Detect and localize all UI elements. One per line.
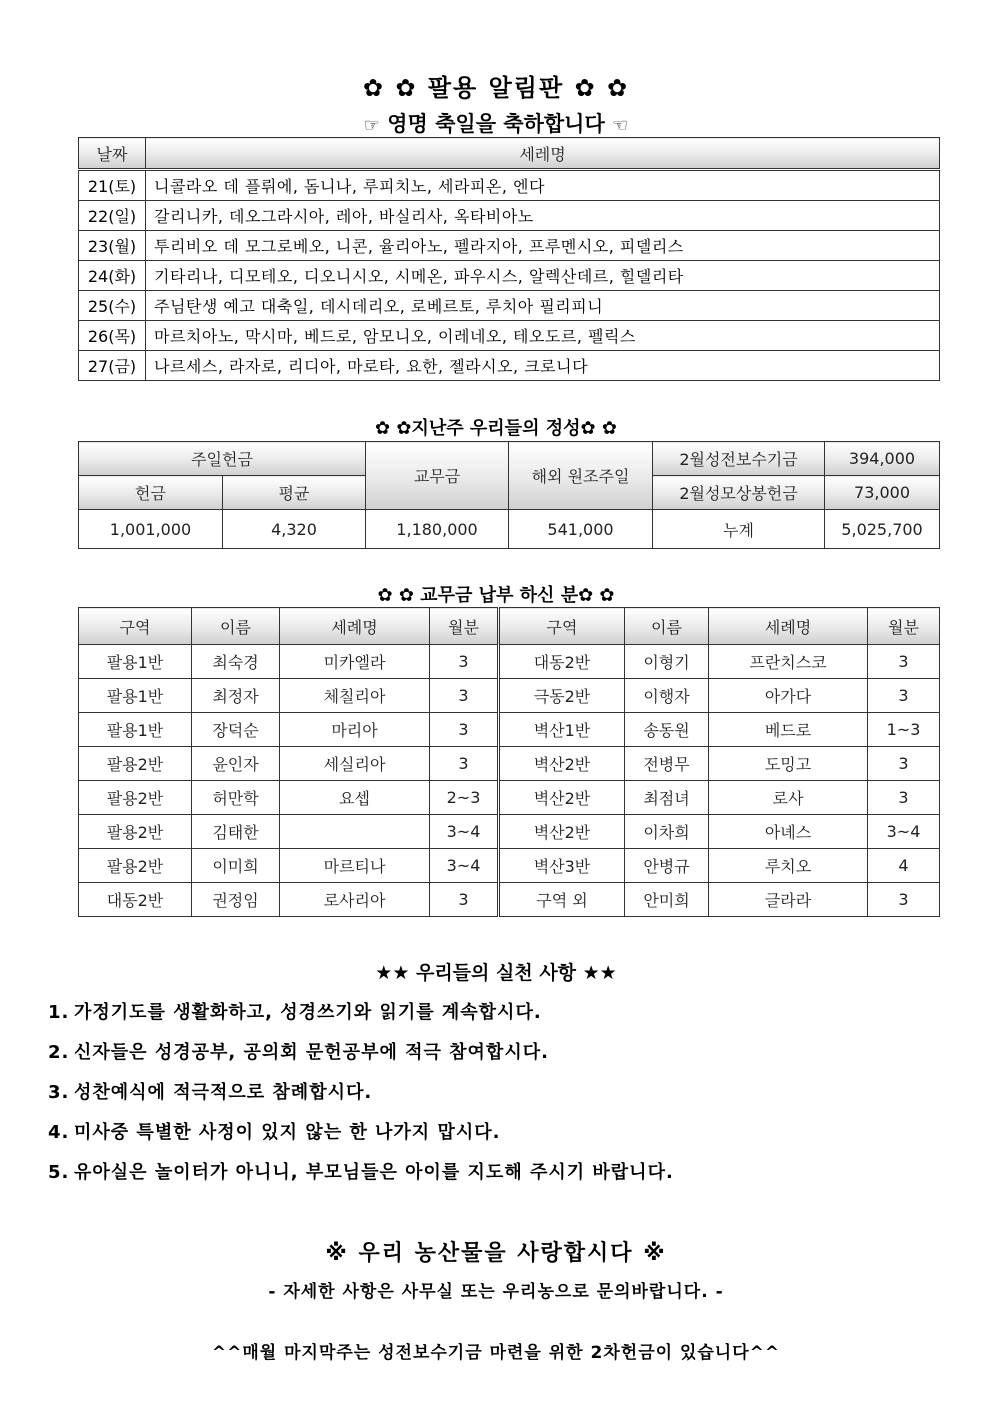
practice-number: 1.	[48, 1002, 70, 1023]
total-value: 5,025,700	[825, 510, 940, 549]
feast-date: 26(목)	[79, 321, 146, 351]
dues-cell-district: 벽산3반	[499, 849, 625, 883]
feast-header-names: 세레명	[146, 138, 940, 170]
pointing-right-hand-icon: ☞	[363, 114, 380, 136]
dues-cell-baptismal-name: 아가다	[709, 679, 868, 713]
practice-number: 4.	[48, 1122, 70, 1143]
table-row	[79, 747, 940, 781]
table-row	[79, 351, 940, 381]
dues-cell-name: 이행자	[625, 679, 709, 713]
mary-offering-label: 2월성모상봉헌금	[653, 476, 825, 510]
dues-cell-district: 팔용1반	[79, 713, 192, 747]
dues-header-baptismal: 세례명	[280, 608, 430, 645]
dues-cell-name: 권정임	[192, 883, 280, 917]
footer-inquiry: - 자세한 사항은 사무실 또는 우리농으로 문의바랍니다. -	[268, 1282, 724, 1302]
practice-number: 5.	[48, 1162, 70, 1183]
dues-cell-month: 3~4	[430, 815, 499, 849]
dues-cell-district: 벽산2반	[499, 781, 625, 815]
dues-cell-name: 허만학	[192, 781, 280, 815]
dues-cell-name: 최정자	[192, 679, 280, 713]
dues-cell-month: 3	[430, 883, 499, 917]
dues-cell-baptismal-name: 마리아	[280, 713, 430, 747]
dues-cell-district: 벽산2반	[499, 815, 625, 849]
feast-date: 27(금)	[79, 351, 146, 381]
footer-notice: ^^매월 마지막주는 성전보수기금 마련을 위한 2차헌금이 있습니다^^	[211, 1343, 781, 1363]
dues-cell-district: 팔용1반	[79, 645, 192, 679]
dues-cell-name: 송동원	[625, 713, 709, 747]
dues-cell-month: 3	[430, 645, 499, 679]
feast-names: 기타리나, 디모테오, 디오니시오, 시메온, 파우시스, 알렉산데르, 힐델리타	[146, 261, 940, 291]
page-title: ✿ ✿ 팔용 알림판 ✿ ✿	[362, 74, 630, 102]
dues-cell-baptismal-name: 세실리아	[280, 747, 430, 781]
dues-cell-district: 팔용2반	[79, 781, 192, 815]
dues-cell-baptismal-name: 체칠리아	[280, 679, 430, 713]
offering-section-title: ✿ ✿지난주 우리들의 정성✿ ✿	[375, 418, 617, 439]
dues-cell-baptismal-name: 로사리아	[280, 883, 430, 917]
practice-item	[48, 1158, 674, 1184]
dues-label: 교무금	[366, 442, 509, 510]
practice-number: 2.	[48, 1042, 70, 1063]
cash-value: 1,001,000	[79, 510, 223, 549]
dues-cell-district: 팔용1반	[79, 679, 192, 713]
table-row	[79, 815, 940, 849]
mary-offering-value: 73,000	[825, 476, 940, 510]
practice-text: 가정기도를 생활화하고, 성경쓰기와 읽기를 계속합시다.	[74, 1002, 542, 1023]
dues-value: 1,180,000	[366, 510, 509, 549]
practice-text: 유아실은 놀이터가 아니니, 부모님들은 아이를 지도해 주시기 바랍니다.	[74, 1162, 674, 1183]
dues-header-month: 월분	[868, 608, 940, 645]
feast-date: 22(일)	[79, 201, 146, 231]
dues-cell-month: 2~3	[430, 781, 499, 815]
sunday-offering-label: 주일헌금	[79, 442, 366, 476]
dues-cell-name: 이미희	[192, 849, 280, 883]
practices-section-title: ★★ 우리들의 실천 사항 ★★	[375, 962, 617, 984]
dues-cell-baptismal-name: 요셉	[280, 781, 430, 815]
practice-item	[48, 1078, 372, 1104]
average-label: 평균	[223, 476, 366, 510]
table-row	[79, 291, 940, 321]
feast-header-date: 날짜	[79, 138, 146, 170]
offering-table	[78, 441, 940, 549]
table-row	[79, 261, 940, 291]
feast-names: 마르치아노, 막시마, 베드로, 암모니오, 이레네오, 테오도르, 펠릭스	[146, 321, 940, 351]
table-row	[79, 849, 940, 883]
feast-date: 24(화)	[79, 261, 146, 291]
dues-cell-name: 최숙경	[192, 645, 280, 679]
dues-table	[78, 607, 940, 917]
dues-cell-baptismal-name	[280, 815, 430, 849]
mission-label: 해외 원조주일	[509, 442, 653, 510]
dues-header-name: 이름	[192, 608, 280, 645]
dues-cell-baptismal-name: 도밍고	[709, 747, 868, 781]
dues-cell-baptismal-name: 루치오	[709, 849, 868, 883]
dues-cell-district: 구역 외	[499, 883, 625, 917]
dues-cell-name: 이차희	[625, 815, 709, 849]
practice-text: 성찬예식에 적극적으로 참례합시다.	[74, 1082, 373, 1103]
dues-cell-name: 안병규	[625, 849, 709, 883]
practice-item	[48, 998, 542, 1024]
dues-cell-month: 3	[868, 679, 940, 713]
feast-date: 23(월)	[79, 231, 146, 261]
feast-date: 21(토)	[79, 170, 146, 201]
table-row	[79, 201, 940, 231]
feast-names: 나르세스, 라자로, 리디아, 마로타, 요한, 젤라시오, 크로니다	[146, 351, 940, 381]
dues-cell-name: 안미희	[625, 883, 709, 917]
dues-cell-month: 1~3	[868, 713, 940, 747]
dues-cell-baptismal-name: 글라라	[709, 883, 868, 917]
feast-names: 니콜라오 데 플뤼에, 돔니나, 루피치노, 세라피온, 엔다	[146, 170, 940, 201]
dues-cell-name: 전병무	[625, 747, 709, 781]
practice-text: 신자들은 성경공부, 공의회 문헌공부에 적극 참여합시다.	[74, 1042, 549, 1063]
table-row	[79, 321, 940, 351]
dues-header-district: 구역	[499, 608, 625, 645]
dues-cell-name: 장덕순	[192, 713, 280, 747]
dues-cell-district: 대동2반	[79, 883, 192, 917]
table-row	[79, 679, 940, 713]
dues-header-month: 월분	[430, 608, 499, 645]
practice-number: 3.	[48, 1082, 70, 1103]
dues-cell-name: 이형기	[625, 645, 709, 679]
dues-cell-district: 팔용2반	[79, 849, 192, 883]
footer-headline: ※ 우리 농산물을 사랑합시다 ※	[325, 1241, 667, 1266]
table-row	[79, 883, 940, 917]
dues-cell-baptismal-name: 아녜스	[709, 815, 868, 849]
table-row	[79, 781, 940, 815]
dues-cell-month: 3~4	[868, 815, 940, 849]
dues-cell-district: 팔용2반	[79, 815, 192, 849]
dues-cell-baptismal-name: 프란치스코	[709, 645, 868, 679]
dues-cell-baptismal-name: 미카엘라	[280, 645, 430, 679]
dues-cell-baptismal-name: 로사	[709, 781, 868, 815]
table-row	[79, 713, 940, 747]
feast-names: 갈리니카, 데오그라시아, 레아, 바실리사, 옥타비아노	[146, 201, 940, 231]
subtitle-text: 영명 축일을 축하합니다	[387, 112, 605, 136]
dues-header-baptismal: 세례명	[709, 608, 868, 645]
maintenance-fund-value: 394,000	[825, 442, 940, 476]
dues-cell-month: 3	[868, 747, 940, 781]
dues-cell-month: 3	[430, 747, 499, 781]
table-row	[79, 231, 940, 261]
dues-header-name: 이름	[625, 608, 709, 645]
dues-cell-month: 3	[430, 713, 499, 747]
pointing-left-hand-icon: ☜	[612, 114, 629, 136]
dues-cell-month: 3~4	[430, 849, 499, 883]
dues-cell-district: 극동2반	[499, 679, 625, 713]
feast-date: 25(수)	[79, 291, 146, 321]
practice-item	[48, 1038, 549, 1064]
dues-cell-month: 3	[868, 781, 940, 815]
dues-cell-baptismal-name: 마르티나	[280, 849, 430, 883]
table-row	[79, 645, 940, 679]
average-value: 4,320	[223, 510, 366, 549]
page-subtitle	[0, 108, 992, 138]
maintenance-fund-label: 2월성전보수기금	[653, 442, 825, 476]
feast-names: 주님탄생 예고 대축일, 데시데리오, 로베르토, 루치아 필리피니	[146, 291, 940, 321]
dues-cell-district: 벽산1반	[499, 713, 625, 747]
table-row	[79, 170, 940, 201]
mission-value: 541,000	[509, 510, 653, 549]
dues-cell-month: 3	[868, 883, 940, 917]
dues-cell-district: 대동2반	[499, 645, 625, 679]
total-label: 누계	[653, 510, 825, 549]
dues-cell-name: 윤인자	[192, 747, 280, 781]
dues-cell-month: 3	[868, 645, 940, 679]
dues-cell-name: 최점녀	[625, 781, 709, 815]
cash-label: 헌금	[79, 476, 223, 510]
feast-day-table	[78, 137, 940, 381]
dues-cell-month: 3	[430, 679, 499, 713]
practice-item	[48, 1118, 500, 1144]
dues-cell-baptismal-name: 베드로	[709, 713, 868, 747]
practice-text: 미사중 특별한 사정이 있지 않는 한 나가지 맙시다.	[74, 1122, 501, 1143]
dues-cell-district: 벽산2반	[499, 747, 625, 781]
dues-cell-district: 팔용2반	[79, 747, 192, 781]
dues-cell-name: 김태한	[192, 815, 280, 849]
dues-cell-month: 4	[868, 849, 940, 883]
dues-header-district: 구역	[79, 608, 192, 645]
dues-section-title: ✿ ✿ 교무금 납부 하신 분✿ ✿	[377, 585, 615, 606]
feast-names: 투리비오 데 모그로베오, 니콘, 율리아노, 펠라지아, 프루멘시오, 피델리스	[146, 231, 940, 261]
